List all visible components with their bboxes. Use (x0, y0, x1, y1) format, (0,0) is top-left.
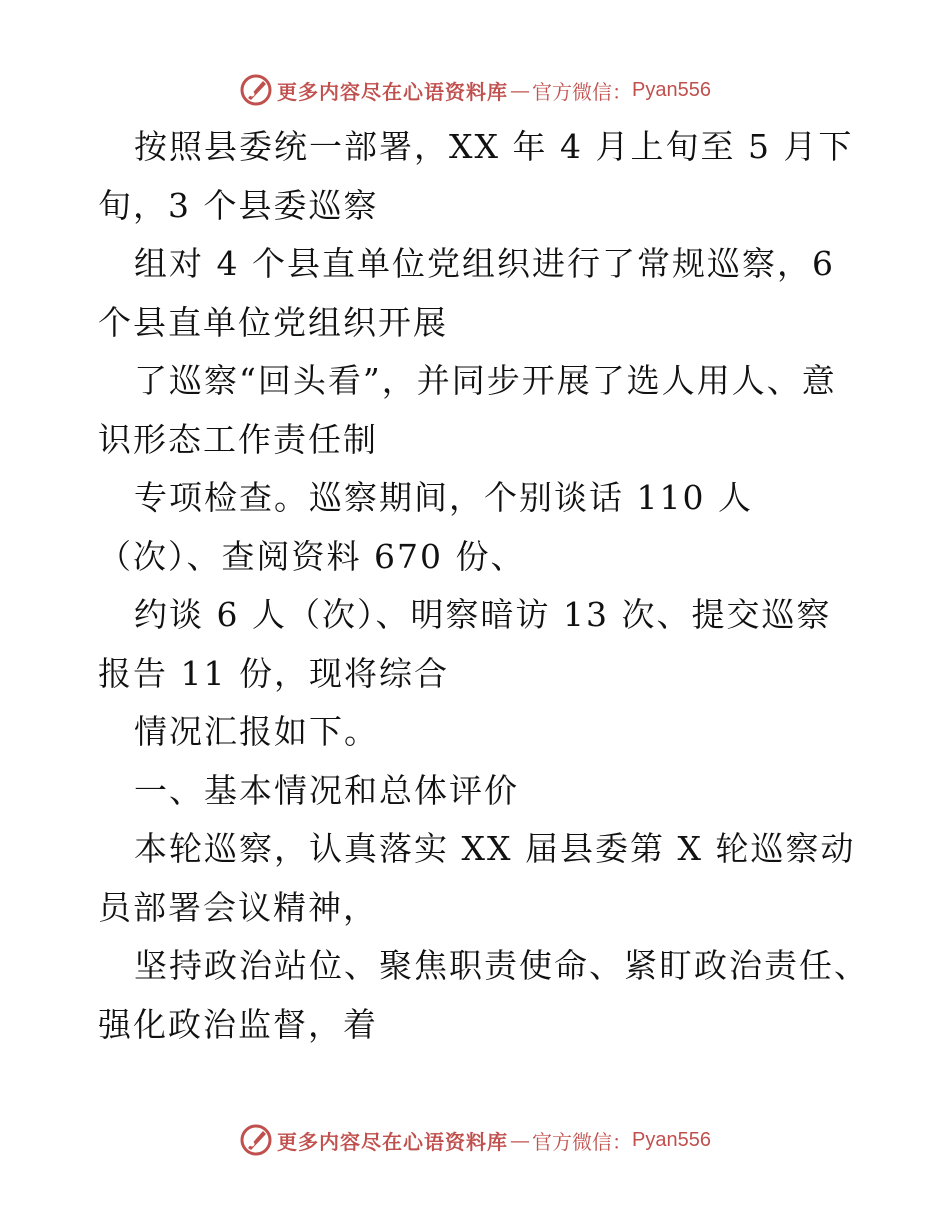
text-line: 本轮巡察，认真落实 XX 届县委第 X 轮巡察动 (134, 829, 856, 868)
text-line: 约谈 6 人（次）、明察暗访 13 次、提交巡察 (134, 595, 832, 634)
banner-main-text: 更多内容尽在心语资料库 (277, 79, 509, 104)
banner-wechat-id: Pyan556 (632, 78, 711, 101)
header-watermark-banner (0, 70, 950, 110)
text-line: 旬，3 个县委巡察 (98, 185, 379, 225)
document-body (98, 118, 869, 1054)
section-heading: 一、基本情况和总体评价 (134, 770, 519, 810)
text-line: 识形态工作责任制 (98, 419, 378, 459)
text-line: 了巡察“回头看”，并同步开展了选人用人、意 (134, 361, 837, 400)
banner-wechat-id: Pyan556 (632, 1128, 711, 1151)
quill-pen-logo-icon (239, 1123, 273, 1157)
text-line: 按照县委统一部署，XX 年 4 月上旬至 5 月下 (134, 127, 854, 166)
quill-pen-logo-icon (239, 73, 273, 107)
banner-wechat-label: 官方微信： (532, 1129, 633, 1154)
footer-watermark-banner (0, 1120, 950, 1160)
text-line: 专项检查。巡察期间，个别谈话 110 人 (134, 478, 753, 517)
text-line: 强化政治监督，着 (98, 1004, 378, 1044)
text-line: 组对 4 个县直单位党组织进行了常规巡察，6 (134, 244, 835, 283)
text-line: 坚持政治站位、聚焦职责使命、紧盯政治责任、 (134, 946, 869, 985)
text-line: （次）、查阅资料 670 份、 (98, 536, 526, 576)
text-line: 情况汇报如下。 (134, 712, 379, 751)
text-line: 报告 11 份，现将综合 (98, 653, 449, 693)
banner-wechat-label: 官方微信： (532, 79, 633, 104)
text-line: 个县直单位党组织开展 (98, 302, 448, 342)
banner-separator: — (510, 78, 531, 102)
text-line: 员部署会议精神， (98, 887, 378, 927)
banner-separator: — (510, 1128, 531, 1152)
banner-main-text: 更多内容尽在心语资料库 (277, 1129, 509, 1154)
